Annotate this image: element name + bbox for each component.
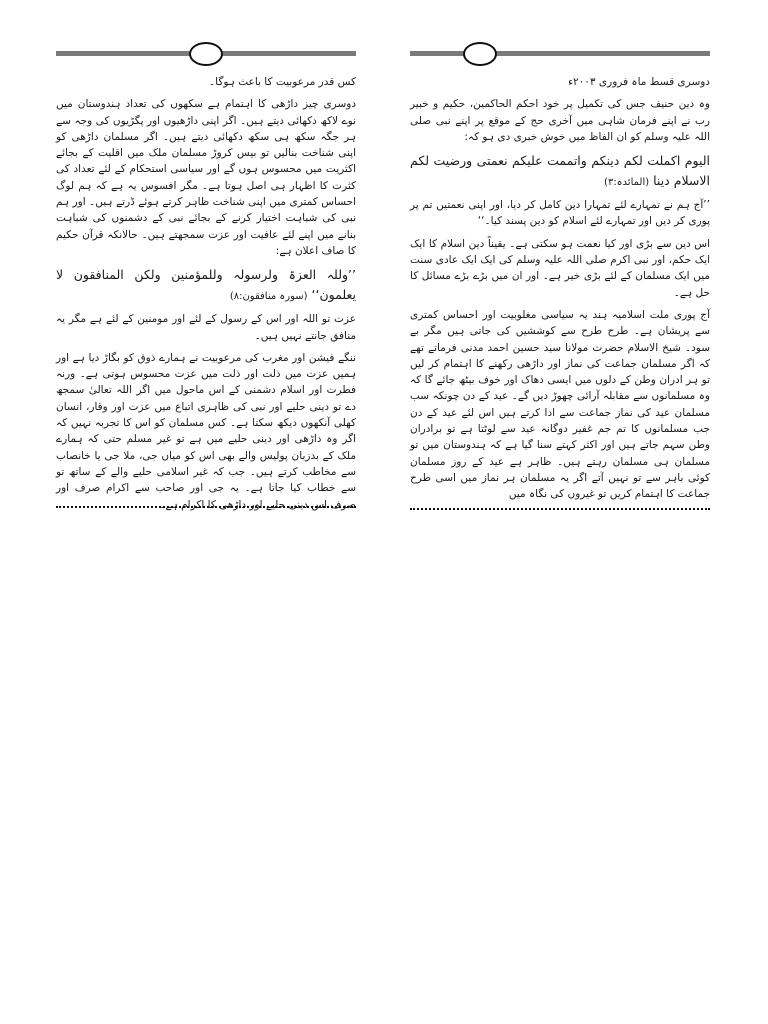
installment-heading: دوسری قسط ماہ فروری ۲۰۰۳ء <box>568 76 710 88</box>
paragraph: اس دین سے بڑی اور کیا نعمت ہو سکتی ہے۔ یقیناً دین اسلام کا ایک ایک حکم، اور نبی اکرم صلی اللہ علیہ وسلم کی ایک ایک عادی سنت میں ایک مسلمان کے لئے بڑی خیر ہے۔ اور ان میں بڑے بڑے مسائل کا حل ہے۔ <box>410 237 710 299</box>
verse-text: ’’وللہ العزۃ ولرسولہ وللمؤمنین ولکن المنافقون لا یعلمون‘‘ <box>56 267 356 303</box>
page-header-ornament <box>410 42 710 60</box>
verse-reference: (المائدہ:۳) <box>604 177 650 189</box>
paragraph: آج پوری ملت اسلامیہ ہند یہ سیاسی مغلوبیت اور احساس کمتری سے پریشان ہے۔ طرح طرح سے کوششیں کی جاتی ہیں مگر بے سود۔ شیخ الاسلام حضرت مولانا سید حسین احمد مدنی فرماتے تھے کہ اگر مسلمان جماعت کی نماز اور داڑھی رکھنے کا اہتمام کر لیں تو ہر ادران وطن کے دلوں میں ایسی دھاک اور خوف بیٹھ جائے گا کہ وہ مسلمانوں سے مقابلہ آرائی چھوڑ دیں گے۔ عید کے دن چونکہ سب مسلمان عید کی نماز جماعت سے ادا کرتے ہیں اس لئے عید کے دن جب مسلمانوں کا تم جم غفیر دوگانہ عید سے لوٹتا ہے تو برادران وطن سہم جاتے ہیں اور اکثر کہتے سنا گیا ہے کہ ہندوستان میں تو مسلمان ہی مسلمان رہتے ہیں۔ ظاہر ہے عید کے روز مسلمان کوئی باہر سے تو نہیں آتے اگر یہ مسلمان ہر نماز میں اسی طرح جماعت کا اہتمام کریں تو غیروں کی نگاہ میں <box>410 308 710 501</box>
right-page <box>410 42 710 509</box>
header-bar <box>410 51 710 56</box>
quran-verse <box>410 151 710 193</box>
verse-translation: ’’آج ہم نے تمہارے لئے تمہارا دین کامل کر دیا، اور اپنی نعمتیں تم پر پوری کر دیں اور تمہارے لئے اسلام کو دین پسند کیا۔‘‘ <box>410 199 710 228</box>
page-number-oval <box>189 42 223 66</box>
quran-verse <box>56 265 356 307</box>
verse-reference: (سورہ منافقون:۸) <box>229 291 308 303</box>
left-page <box>56 42 356 519</box>
left-page-text <box>56 74 356 513</box>
footer-dotted-rule <box>410 508 710 510</box>
paragraph: دوسری چیز داڑھی کا اہتمام ہے سکھوں کی تعداد ہندوستان میں نوے لاکھ دکھائی دیتے ہیں۔ اگر اپنی داڑھیوں اور پگڑیوں کی وجہ سے ہر جگہ سکھ ہی سکھ دکھائی دیتے ہیں۔ اگر مسلمان داڑھی کو اپنی شناخت بنالیں تو بیس کروڑ مسلمان ملک میں اقلیت کے بجائے اکثریت میں محسوس ہوں گے اور سیاسی استحکام کے لئے تعداد کی کثرت کا اظہار ہی اصل ہوتا ہے۔ مگر افسوس یہ ہے کہ ہم لوگ احساس کمتری میں اپنی شناخت ظاہر کرتے ہوئے ڈرتے ہیں۔ اور ہم نبی کی شباہت اختیار کرنے کے بجائے نبی کے دشمنوں کی شباہت بنانے میں اپنے لئے عافیت اور عزت سمجھتے ہیں۔ حالانکہ قرآن حکیم کا صاف اعلان ہے: <box>56 98 356 257</box>
paragraph: وہ دین حنیف جس کی تکمیل پر خود احکم الحاکمین، حکیم و خبیر رب نے اپنے فرمان شاہی میں آخری حج کے موقع پر اپنے نبی صلی اللہ علیہ وسلم کو ان الفاظ میں خوش خبری دی ہو کہ: <box>410 98 710 143</box>
page-number-oval <box>463 42 497 66</box>
page-header-ornament <box>56 42 356 60</box>
paragraph: عزت تو اللہ اور اس کے رسول کے لئے اور مومنین کے لئے ہے مگر یہ منافق جانتے نہیں ہیں۔ <box>56 313 356 342</box>
paragraph: کس قدر مرعوبیت کا باعث ہوگا۔ <box>208 76 356 88</box>
paragraph: ننگے فیشن اور مغرب کی مرعوبیت نے ہمارے ذوق کو بگاڑ دیا ہے اور ہمیں عزت میں ذلت اور ذلت میں عزت محسوس ہوتی ہے۔ ورنہ فطرت اور اسلام دشمنی کے اس ماحول میں اگر اللہ تعالیٰ سمجھ دے تو دینی حلیے اور نبی کی ظاہری اتباع میں عزت اور وقار، انسان کھلی آنکھوں دیکھ سکتا ہے۔ کس مسلمان کو اس کا تجربہ نہیں کہ اگر وہ داڑھی اور دینی حلیے میں ہے تو غیر مسلم حتی کہ ہمارے ملک کے بدزبان پولیس والے بھی اس کو میاں جی، ملا جی یا خانصاب سے مخاطب کرتے ہیں۔ جب کہ غیر اسلامی حلیے والے کے ساتھ تو سے خطاب کیا جاتا ہے۔ یہ جی اور صاحب سے اکرام صرف اور صرف اس دینی حلیے اور داڑھی کا اکرام ہے۔ <box>56 351 356 511</box>
verse-text: الیوم اکملت لکم دینکم واتممت علیکم نعمتی ورضیت لکم الاسلام دینا <box>410 153 710 189</box>
footer-dotted-rule <box>56 506 356 508</box>
right-page-text <box>410 74 710 503</box>
